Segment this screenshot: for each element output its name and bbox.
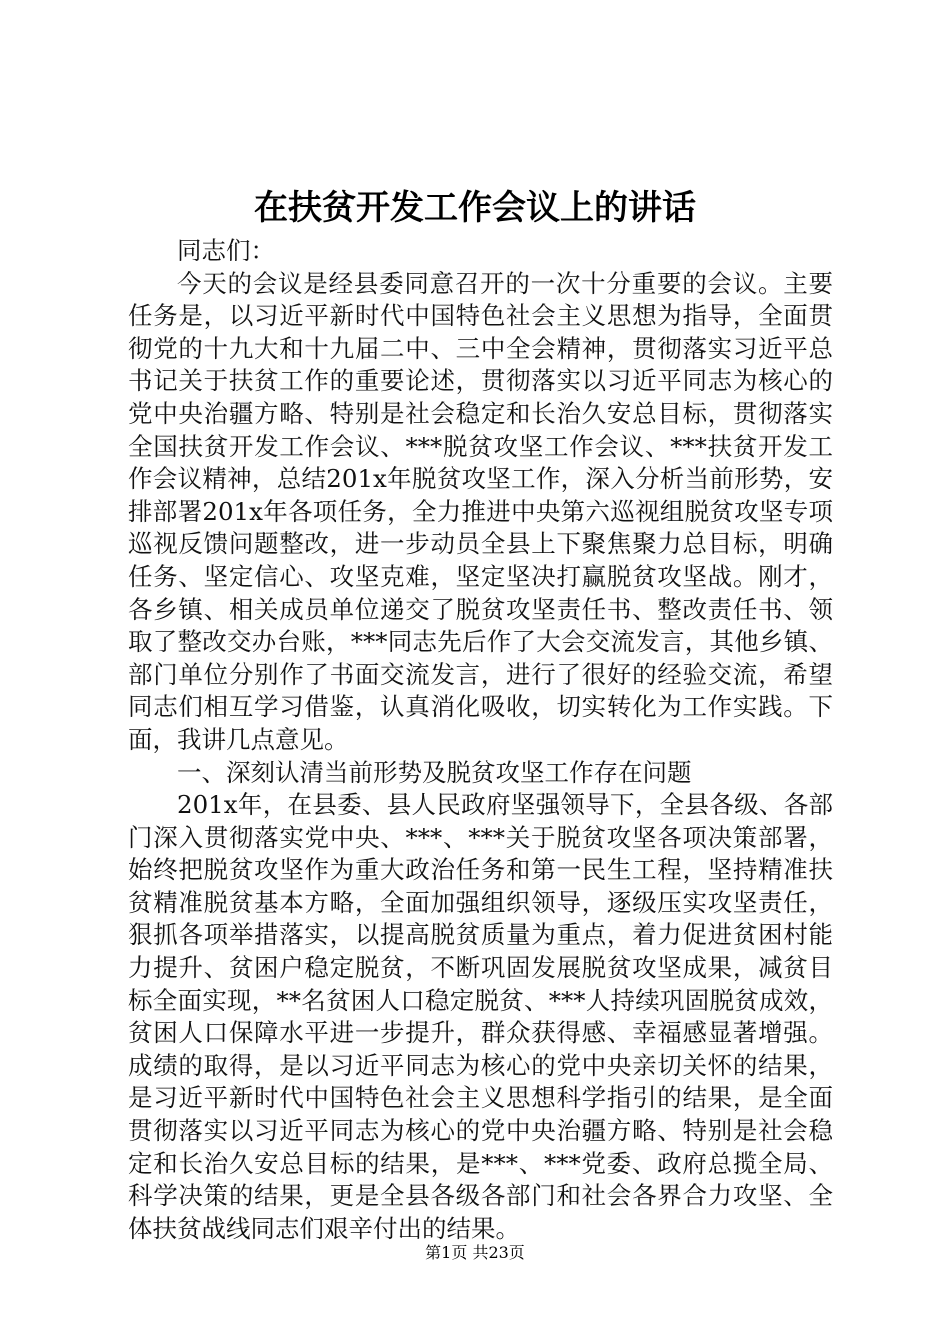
section-heading: 一、深刻认清当前形势及脱贫攻坚工作存在问题 [177,757,692,787]
document-title: 在扶贫开发工作会议上的讲话 [254,188,696,228]
paragraph-achievements: 201x年，在县委、县人民政府坚强领导下，全县各级、各部门深入贯彻落实党中央、***、***关于脱贫攻坚各项决策部署，始终把脱贫攻坚作为重大政治任务和第一民生工程，坚持精准扶贫精准脱贫基本方略，全面加强组织领导，逐级压实攻坚责任，狠抓各项举措落实，以提高脱贫质量为重点，着力促进贫困村能力提升、贫困户稳定脱贫，不断巩固发展脱贫攻坚成果，减贫目标全面实现，**名贫困人口稳定脱贫、***人持续巩固脱贫成效，贫困人口保障水平进一步提升，群众获得感、幸福感显著增强。成绩的取得，是以习近平同志为核心的党中央亲切关怀的结果，是习近平新时代中国特色社会主义思想科学指引的结果，是全面贯彻落实以习近平同志为核心的党中央治疆方略、特别是社会稳定和长治久安总目标的结果，是***、***党委、政府总揽全局、科学决策的结果，更是全县各级各部门和社会各界合力攻坚、全体扶贫战线同志们艰辛付出的结果。 [128,790,833,1243]
paragraph-intro: 今天的会议是经县委同意召开的一次十分重要的会议。主要任务是，以习近平新时代中国特色社会主义思想为指导，全面贯彻党的十九大和十九届二中、三中全会精神，贯彻落实习近平总书记关于扶贫工作的重要论述，贯彻落实以习近平同志为核心的党中央治疆方略、特别是社会稳定和长治久安总目标，贯彻落实全国扶贫开发工作会议、***脱贫攻坚工作会议、***扶贫开发工作会议精神，总结201x年脱贫攻坚工作，深入分析当前形势，安排部署201x年各项任务，全力推进中央第六巡视组脱贫攻坚专项巡视反馈问题整改，进一步动员全县上下聚焦聚力总目标，明确任务、坚定信心、攻坚克难，坚定坚决打赢脱贫攻坚战。刚才，各乡镇、相关成员单位递交了脱贫攻坚责任书、整改责任书、领取了整改交办台账，***同志先后作了大会交流发言，其他乡镇、部门单位分别作了书面交流发言，进行了很好的经验交流，希望同志们相互学习借鉴，认真消化吸收，切实转化为工作实践。下面，我讲几点意见。 [128,268,833,754]
salutation: 同志们： [177,236,275,265]
page-number-footer: 第1页 共23页 [425,1243,525,1262]
document-body [128,235,833,1245]
